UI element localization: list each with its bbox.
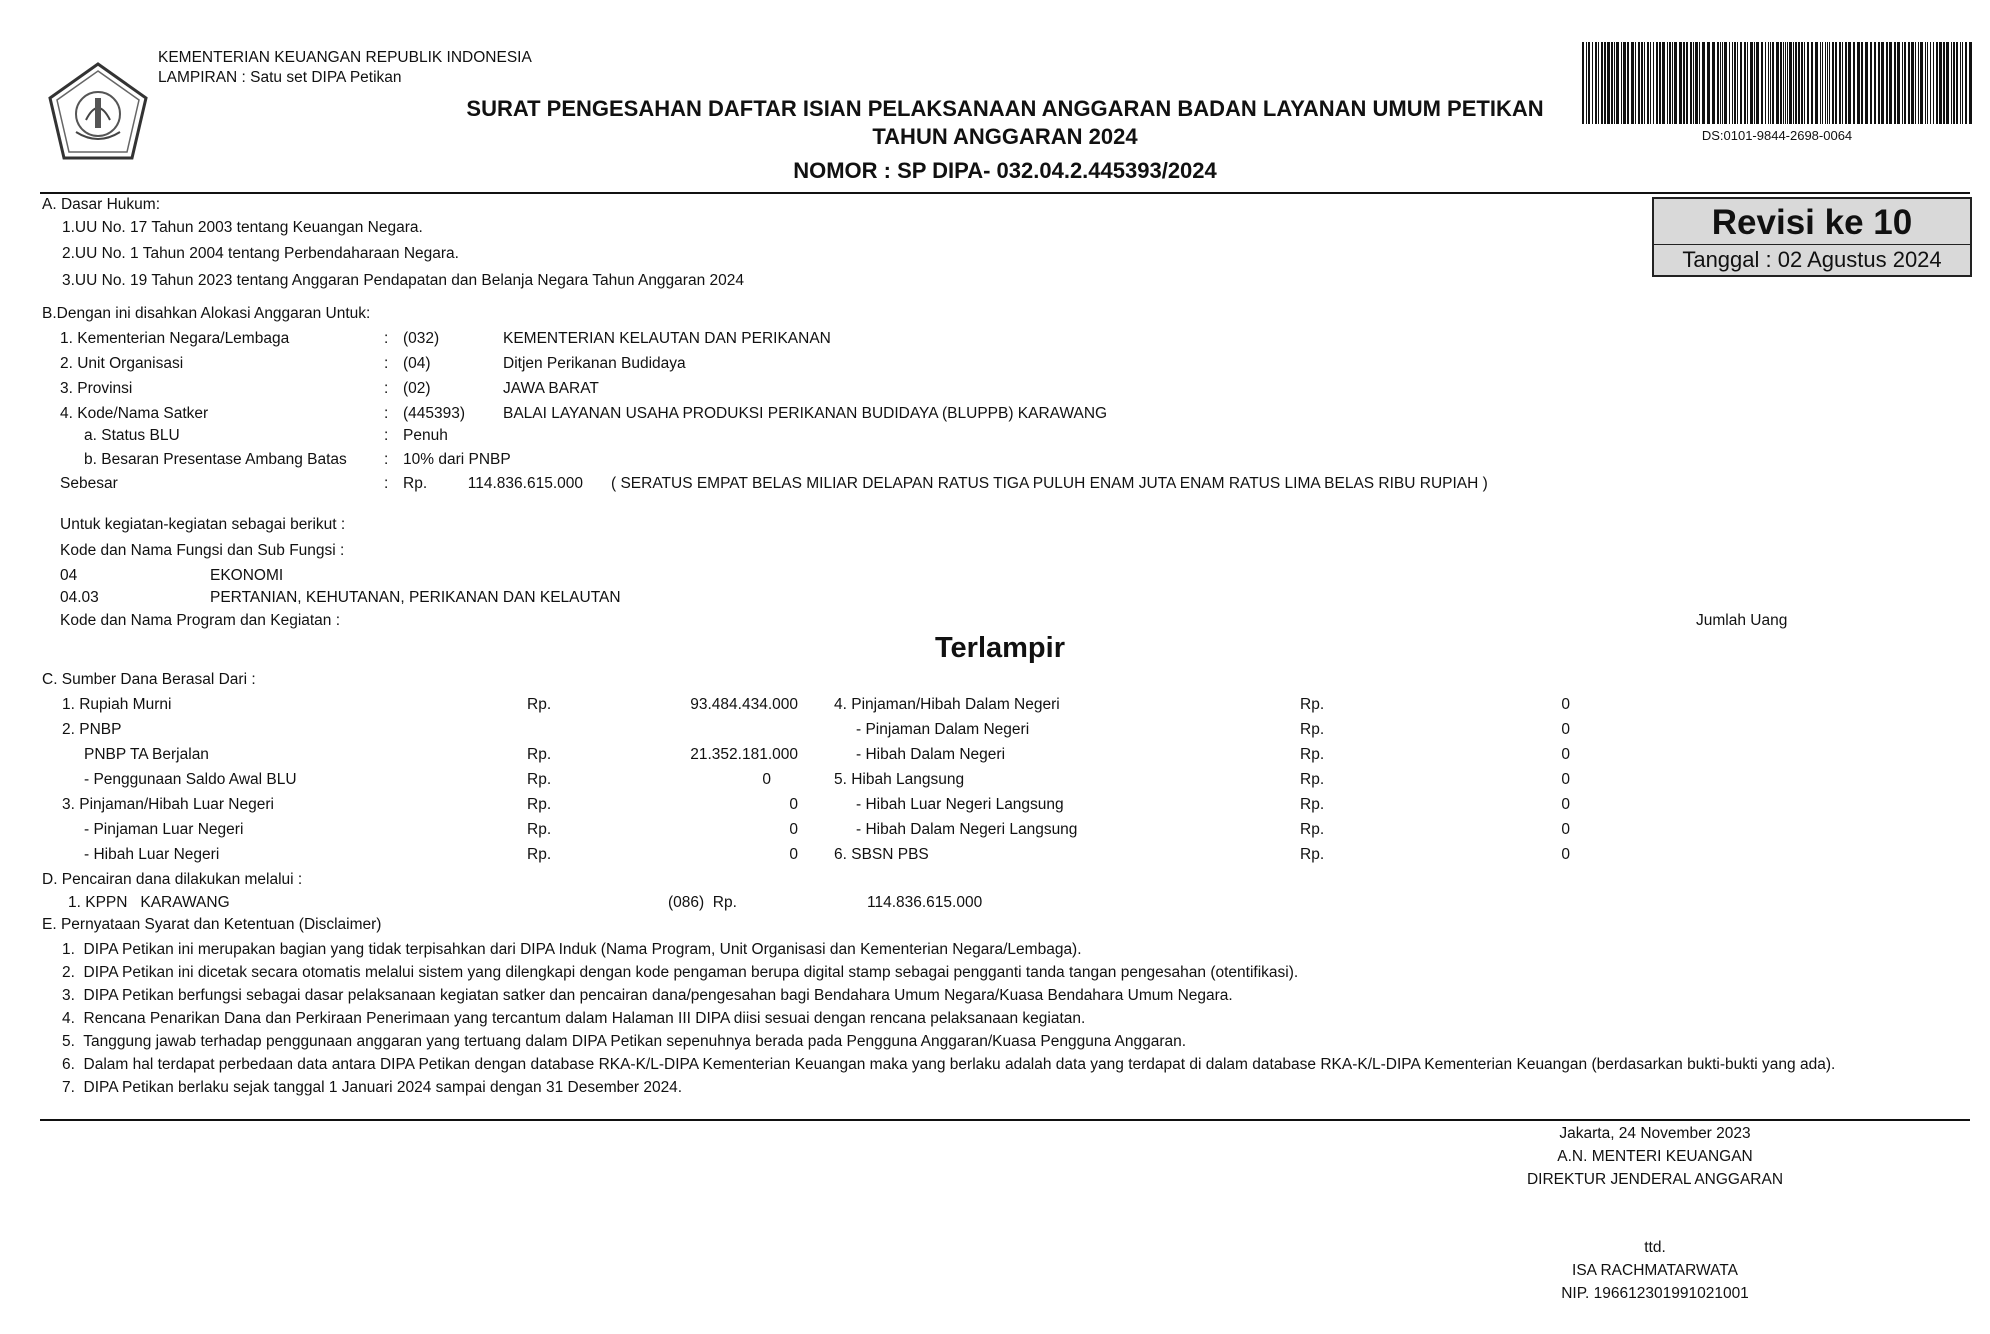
barcode-bar: [1829, 42, 1830, 124]
total-amount: 114.836.615.000: [467, 475, 583, 492]
fund-source-label: - Hibah Dalam Negeri: [856, 746, 1006, 763]
barcode-bar: [1915, 42, 1916, 124]
barcode-bar: [1732, 42, 1733, 124]
fund-source-label: 3. Pinjaman/Hibah Luar Negeri: [62, 796, 274, 813]
barcode-bar: [1765, 42, 1766, 124]
barcode-bar: [1815, 42, 1818, 124]
fund-source-currency: Rp.: [527, 746, 552, 763]
allocation-value: JAWA BARAT: [503, 380, 599, 397]
activities-intro: Untuk kegiatan-kegiatan sebagai berikut :: [60, 516, 346, 533]
fund-source-currency: Rp.: [1300, 821, 1325, 838]
barcode-bar: [1787, 42, 1788, 124]
barcode-bar: [1807, 42, 1809, 124]
fund-source-amount: 0: [789, 821, 798, 838]
disbursement-code: (086) Rp.: [668, 894, 737, 911]
fund-source-amount: 93.484.434.000: [690, 696, 798, 713]
status-blu-value: Penuh: [403, 427, 448, 444]
disclaimer-item: 3. DIPA Petikan berfungsi sebagai dasar pelaksanaan kegiatan satker dan pencairan dana/pengesahan bagi Bendahara Umum Negara/Kuasa Bendahara Umum Negara.: [62, 987, 1233, 1004]
barcode-bar: [1886, 42, 1888, 124]
barcode-bar: [1789, 42, 1792, 124]
ministry-name: KEMENTERIAN KEUANGAN REPUBLIK INDONESIA: [158, 49, 532, 66]
barcode-bar: [1969, 42, 1972, 124]
barcode-bar: [1904, 42, 1906, 124]
disclaimer-item: 5. Tanggung jawab terhadap penggunaan anggaran yang tertuang dalam DIPA Petikan sepenuhnya berada pada Pengguna Anggaran/Kuasa Pengguna Anggaran.: [62, 1033, 1187, 1050]
barcode-bar: [1638, 42, 1640, 124]
disbursement-office: 1. KPPN KARAWANG: [68, 894, 230, 911]
allocation-label: 1. Kementerian Negara/Lembaga: [60, 330, 290, 347]
barcode-bar: [1936, 42, 1938, 124]
amount-currency: Rp.: [403, 475, 428, 492]
barcode-code: DS:0101-9844-2698-0064: [1701, 128, 1853, 143]
barcode-bar: [1650, 42, 1651, 124]
barcode-bar: [1647, 42, 1649, 124]
fund-source-label: - Pinjaman Luar Negeri: [84, 821, 244, 838]
barcode-bar: [1712, 42, 1715, 124]
revision-title: Revisi ke 10: [1711, 203, 1913, 242]
footer-divider: [40, 1119, 1970, 1121]
document-number: NOMOR : SP DIPA- 032.04.2.445393/2024: [793, 158, 1217, 183]
barcode-bar: [1744, 42, 1746, 124]
document-year: TAHUN ANGGARAN 2024: [872, 124, 1138, 149]
colon: :: [384, 380, 389, 397]
barcode-bar: [1962, 42, 1963, 124]
colon: :: [384, 330, 389, 347]
barcode-bar: [1695, 42, 1698, 124]
disclaimer-item: 4. Rencana Penarikan Dana dan Perkiraan Penerimaan yang tercantum dalam Halaman III DIPA diisi sesuai dengan rencana pelaksanaan kegiatan.: [62, 1010, 1086, 1027]
barcode-bar: [1825, 42, 1826, 124]
barcode-bar: [1740, 42, 1742, 124]
barcode-bar: [1672, 42, 1673, 124]
barcode-bar: [1707, 42, 1710, 124]
barcode-bar: [1943, 42, 1945, 124]
legal-basis-item: 1.UU No. 17 Tahun 2003 tentang Keuangan Negara.: [62, 219, 423, 236]
barcode-bar: [1857, 42, 1860, 124]
fund-source-label: 6. SBSN PBS: [834, 846, 929, 863]
barcode-bar: [1601, 42, 1603, 124]
barcode-bar: [1874, 42, 1876, 124]
barcode-bar: [1635, 42, 1636, 124]
disbursement-amount: 114.836.615.000: [867, 894, 983, 911]
barcode-bar: [1780, 42, 1782, 124]
barcode-bar: [1729, 42, 1730, 124]
revision-box: [1652, 197, 1972, 277]
attachment-note: LAMPIRAN : Satu set DIPA Petikan: [158, 69, 402, 86]
barcode-bar: [1822, 42, 1823, 124]
barcode-bar: [1737, 42, 1738, 124]
barcode-bar: [1631, 42, 1634, 124]
colon: :: [384, 355, 389, 372]
ministry-logo: [46, 62, 150, 162]
amount-in-words: ( SERATUS EMPAT BELAS MILIAR DELAPAN RATUS TIGA PULUH ENAM JUTA ENAM RATUS LIMA BELAS RIBU RUPIAH ): [611, 475, 1488, 492]
barcode-bar: [1768, 42, 1769, 124]
barcode-bar: [1861, 42, 1863, 124]
barcode-bar: [1656, 42, 1658, 124]
allocation-code: (445393): [403, 405, 466, 422]
signature-place-date: Jakarta, 24 November 2023: [1559, 1125, 1751, 1142]
barcode-bar: [1783, 42, 1784, 124]
signer-nip: NIP. 196612301991021001: [1561, 1285, 1749, 1302]
fund-source-label: - Hibah Luar Negeri Langsung: [856, 796, 1064, 813]
barcode-bar: [1586, 42, 1587, 124]
barcode-bar: [1607, 42, 1610, 124]
disclaimer-item: 7. DIPA Petikan berlaku sejak tanggal 1 Januari 2024 sampai dengan 31 Desember 2024.: [62, 1079, 683, 1096]
barcode-bar: [1951, 42, 1952, 124]
barcode-bar: [1659, 42, 1661, 124]
barcode-bar: [1953, 42, 1955, 124]
barcode-bar: [1722, 42, 1723, 124]
barcode-bar: [1724, 42, 1727, 124]
barcode-bar: [1865, 42, 1868, 124]
fund-source-currency: Rp.: [527, 846, 552, 863]
barcode-bar: [1881, 42, 1884, 124]
fund-source-label: - Hibah Dalam Negeri Langsung: [856, 821, 1078, 838]
barcode-bar: [1798, 42, 1800, 124]
fund-source-amount: 0: [762, 771, 771, 788]
barcode-bar: [1842, 42, 1843, 124]
barcode-bar: [1918, 42, 1919, 124]
attached-note: Terlampir: [934, 632, 1065, 664]
barcode-bar: [1679, 42, 1682, 124]
barcode-bar: [1848, 42, 1851, 124]
fund-source-amount: 0: [1561, 696, 1570, 713]
barcode-bar: [1827, 42, 1828, 124]
barcode-bar: [1920, 42, 1923, 124]
barcode-bar: [1902, 42, 1903, 124]
barcode-bar: [1925, 42, 1926, 124]
barcode-bar: [1772, 42, 1774, 124]
barcode-bar: [1878, 42, 1880, 124]
section-c-heading: C. Sumber Dana Berasal Dari :: [42, 671, 256, 688]
amount-label: Sebesar: [60, 475, 118, 492]
fund-source-amount: 0: [1561, 746, 1570, 763]
fund-source-amount: 0: [789, 846, 798, 863]
barcode-bar: [1592, 42, 1593, 124]
barcode-bar: [1644, 42, 1645, 124]
barcode-bar: [1820, 42, 1821, 124]
threshold-label: b. Besaran Presentase Ambang Batas: [84, 451, 347, 468]
fund-source-amount: 0: [789, 796, 798, 813]
allocation-value: KEMENTERIAN KELAUTAN DAN PERIKANAN: [503, 330, 831, 347]
barcode-bar: [1627, 42, 1629, 124]
disclaimer-item: 1. DIPA Petikan ini merupakan bagian yang tidak terpisahkan dari DIPA Induk (Nama Program, Unit Organisasi dan Kementerian Negara/Lembaga).: [62, 941, 1082, 958]
function-code: 04.03: [60, 589, 99, 606]
barcode-bar: [1693, 42, 1694, 124]
barcode-bar: [1674, 42, 1677, 124]
barcode-bar: [1804, 42, 1805, 124]
fund-source-currency: Rp.: [527, 796, 552, 813]
fund-source-label: 5. Hibah Langsung: [834, 771, 965, 788]
barcode-bar: [1702, 42, 1705, 124]
threshold-value: 10% dari PNBP: [403, 451, 511, 468]
allocation-label: 3. Provinsi: [60, 380, 133, 397]
fund-source-amount: 0: [1561, 846, 1570, 863]
allocation-code: (02): [403, 380, 431, 397]
fund-source-currency: Rp.: [527, 696, 552, 713]
fund-source-amount: 0: [1561, 796, 1570, 813]
barcode-bar: [1614, 42, 1615, 124]
barcode-bar: [1795, 42, 1797, 124]
fund-source-label: - Penggunaan Saldo Awal BLU: [84, 771, 297, 788]
barcode-bar: [1811, 42, 1813, 124]
fund-source-label: PNBP TA Berjalan: [84, 746, 209, 763]
barcode-bar: [1894, 42, 1896, 124]
function-name: PERTANIAN, KEHUTANAN, PERIKANAN DAN KELAUTAN: [210, 589, 621, 606]
fund-source-amount: 0: [1561, 821, 1570, 838]
allocation-label: 4. Kode/Nama Satker: [60, 405, 209, 422]
barcode-bar: [1690, 42, 1692, 124]
colon: :: [384, 405, 389, 422]
barcode-bar: [1839, 42, 1841, 124]
document-title: SURAT PENGESAHAN DAFTAR ISIAN PELAKSANAAN ANGGARAN BADAN LAYANAN UMUM PETIKAN: [466, 96, 1544, 121]
barcode-bar: [1582, 42, 1584, 124]
section-d-heading: D. Pencairan dana dilakukan melalui :: [42, 871, 303, 888]
header-divider: [40, 192, 1970, 194]
barcode-bar: [1956, 42, 1958, 124]
fund-source-label: - Hibah Luar Negeri: [84, 846, 220, 863]
barcode-bar: [1641, 42, 1643, 124]
function-code: 04: [60, 567, 78, 584]
barcode-bar: [1946, 42, 1949, 124]
fund-source-currency: Rp.: [1300, 746, 1325, 763]
fund-source-label: 4. Pinjaman/Hibah Dalam Negeri: [834, 696, 1060, 713]
barcode-bar: [1908, 42, 1910, 124]
barcode-bar: [1653, 42, 1654, 124]
barcode-bar: [1747, 42, 1748, 124]
fund-source-currency: Rp.: [1300, 796, 1325, 813]
barcode-bar: [1598, 42, 1599, 124]
colon: :: [384, 475, 389, 492]
colon: :: [384, 427, 389, 444]
barcode-bar: [1832, 42, 1834, 124]
fund-source-currency: Rp.: [527, 771, 552, 788]
barcode-bar: [1611, 42, 1613, 124]
allocation-value: Ditjen Perikanan Budidaya: [503, 355, 686, 372]
signature-ttd: ttd.: [1644, 1239, 1666, 1256]
barcode-bar: [1683, 42, 1685, 124]
fund-source-amount: 21.352.181.000: [690, 746, 798, 763]
fund-source-label: - Pinjaman Dalam Negeri: [856, 721, 1030, 738]
barcode-bar: [1717, 42, 1719, 124]
fund-source-amount: 0: [1561, 771, 1570, 788]
signature-on-behalf: A.N. MENTERI KEUANGAN: [1557, 1148, 1753, 1165]
barcode-bar: [1595, 42, 1597, 124]
fund-source-currency: Rp.: [1300, 771, 1325, 788]
barcode-bar: [1889, 42, 1892, 124]
barcode-bar: [1662, 42, 1665, 124]
function-name: EKONOMI: [210, 567, 284, 584]
barcode-bar: [1750, 42, 1753, 124]
barcode-bar: [1623, 42, 1626, 124]
fund-source-currency: Rp.: [1300, 846, 1325, 863]
barcode-bar: [1785, 42, 1786, 124]
barcode-bar: [1754, 42, 1755, 124]
revision-divider: [1654, 244, 1970, 245]
section-b-heading: B.Dengan ini disahkan Alokasi Anggaran Untuk:: [42, 305, 371, 322]
barcode-bar: [1927, 42, 1928, 124]
barcode-bar: [1699, 42, 1700, 124]
amount-column-header: Jumlah Uang: [1696, 612, 1788, 629]
signature-position: DIREKTUR JENDERAL ANGGARAN: [1526, 1171, 1784, 1188]
barcode-bar: [1793, 42, 1794, 124]
status-blu-label: a. Status BLU: [84, 427, 180, 444]
allocation-label: 2. Unit Organisasi: [60, 355, 184, 372]
barcode-bar: [1911, 42, 1914, 124]
signer-name: ISA RACHMATARWATA: [1572, 1262, 1738, 1279]
barcode-bar: [1604, 42, 1606, 124]
barcode-bar: [1776, 42, 1779, 124]
fund-source-currency: Rp.: [1300, 696, 1325, 713]
legal-basis-item: 3.UU No. 19 Tahun 2023 tentang Anggaran Pendapatan dan Belanja Negara Tahun Anggaran 2024: [62, 272, 744, 289]
barcode-bar: [1933, 42, 1934, 124]
barcode-bar: [1835, 42, 1837, 124]
allocation-code: (04): [403, 355, 431, 372]
barcode-bar: [1756, 42, 1759, 124]
disclaimer-item: 6. Dalam hal terdapat perbedaan data antara DIPA Petikan dengan database RKA-K/L-DIPA Kementerian Keuangan maka yang berlaku adalah data yang terdapat di dalam database RKA-K/L-DIPA Kementerian Keuangan (berdasarkan bukti-bukti yang ada).: [62, 1056, 1836, 1073]
program-heading: Kode dan Nama Program dan Kegiatan :: [60, 612, 341, 629]
disclaimer-item: 2. DIPA Petikan ini dicetak secara otomatis melalui sistem yang dilengkapi dengan kode pengaman berupa digital stamp sebagai pengganti tanda tangan pengesahan (otentifikasi).: [62, 964, 1299, 981]
barcode-bar: [1616, 42, 1619, 124]
barcode-bar: [1770, 42, 1771, 124]
section-a-heading: A. Dasar Hukum:: [42, 196, 161, 213]
function-heading: Kode dan Nama Fungsi dan Sub Fungsi :: [60, 542, 345, 559]
barcode-bar: [1621, 42, 1622, 124]
barcode-bar: [1930, 42, 1931, 124]
fund-source-amount: 0: [1561, 721, 1570, 738]
barcode-bar: [1845, 42, 1847, 124]
barcode-bar: [1939, 42, 1942, 124]
fund-source-currency: Rp.: [1300, 721, 1325, 738]
barcode-bar: [1761, 42, 1763, 124]
barcode-bar: [1667, 42, 1668, 124]
fund-source-label: 1. Rupiah Murni: [62, 696, 172, 713]
barcode-bar: [1853, 42, 1855, 124]
barcode-bar: [1720, 42, 1721, 124]
barcode-bar: [1734, 42, 1736, 124]
section-e-heading: E. Pernyataan Syarat dan Ketentuan (Disclaimer): [42, 916, 382, 933]
barcode-bar: [1965, 42, 1967, 124]
barcode-bar: [1897, 42, 1900, 124]
barcode-bar: [1960, 42, 1961, 124]
barcode-icon: [1582, 42, 1972, 124]
barcode-bar: [1588, 42, 1590, 124]
revision-date: Tanggal : 02 Agustus 2024: [1682, 247, 1942, 272]
colon: :: [384, 451, 389, 468]
barcode-bar: [1801, 42, 1803, 124]
allocation-code: (032): [403, 330, 440, 347]
fund-source-label: 2. PNBP: [62, 721, 122, 738]
legal-basis-item: 2.UU No. 1 Tahun 2004 tentang Perbendaharaan Negara.: [62, 245, 459, 262]
barcode-bar: [1686, 42, 1688, 124]
fund-source-currency: Rp.: [527, 821, 552, 838]
allocation-value: BALAI LAYANAN USAHA PRODUKSI PERIKANAN BUDIDAYA (BLUPPB) KARAWANG: [503, 405, 1108, 422]
barcode-bar: [1669, 42, 1671, 124]
barcode-bar: [1870, 42, 1872, 124]
